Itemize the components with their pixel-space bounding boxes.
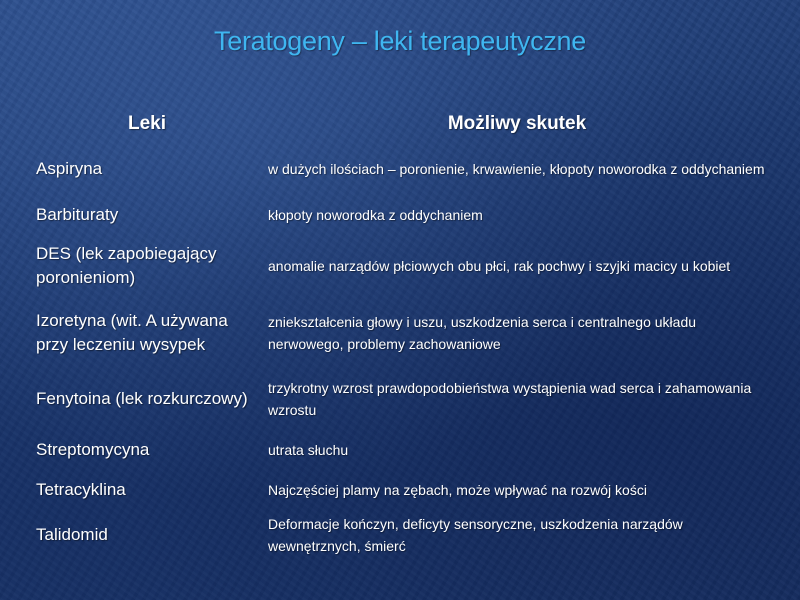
drug-cell: Fenytoina (lek rozkurczowy): [36, 389, 248, 408]
effect-cell: anomalie narządów płciowych obu płci, rak pochwy i szyjki macicy u kobiet: [268, 258, 731, 274]
effect-cell: trzykrotny wzrost prawdopodobieństwa wystąpienia wad serca i zahamowania wzrostu: [268, 380, 752, 418]
teratogens-table: [30, 106, 770, 560]
table-row: [30, 510, 770, 560]
effect-cell: kłopoty noworodka z oddychaniem: [268, 207, 483, 223]
drug-cell: Barbituraty: [36, 205, 119, 224]
table-row: [30, 234, 770, 298]
table-row: [30, 196, 770, 234]
table-row: [30, 430, 770, 470]
table-row: [30, 368, 770, 430]
header-drugs: Leki: [127, 113, 167, 134]
table-row: [30, 142, 770, 196]
effect-cell: Deformacje kończyn, deficyty sensoryczne, uszkodzenia narządów wewnętrznych, śmierć: [268, 516, 683, 554]
effect-cell: Najczęściej plamy na zębach, może wpływać na rozwój kości: [268, 482, 647, 498]
drug-cell: Izoretyna (wit. A używana przy leczeniu wysypek: [36, 311, 228, 354]
drug-cell: DES (lek zapobiegający poronieniom): [36, 244, 217, 287]
drug-cell: Tetracyklina: [36, 480, 126, 499]
header-effect: Możliwy skutek: [447, 113, 587, 134]
drug-cell: Streptomycyna: [36, 440, 150, 459]
effect-cell: zniekształcenia głowy i uszu, uszkodzenia serca i centralnego układu nerwowego, problemy zachowaniowe: [268, 314, 697, 352]
effect-cell: w dużych ilościach – poronienie, krwawienie, kłopoty noworodka z oddychaniem: [268, 161, 765, 177]
effect-cell: utrata słuchu: [268, 442, 349, 458]
drug-cell: Talidomid: [36, 525, 108, 544]
drug-cell: Aspiryna: [36, 159, 103, 178]
table-header-row: [30, 106, 770, 142]
table-row: [30, 298, 770, 368]
slide-title: Teratogeny – leki terapeutyczne: [214, 26, 586, 56]
table-row: [30, 470, 770, 510]
